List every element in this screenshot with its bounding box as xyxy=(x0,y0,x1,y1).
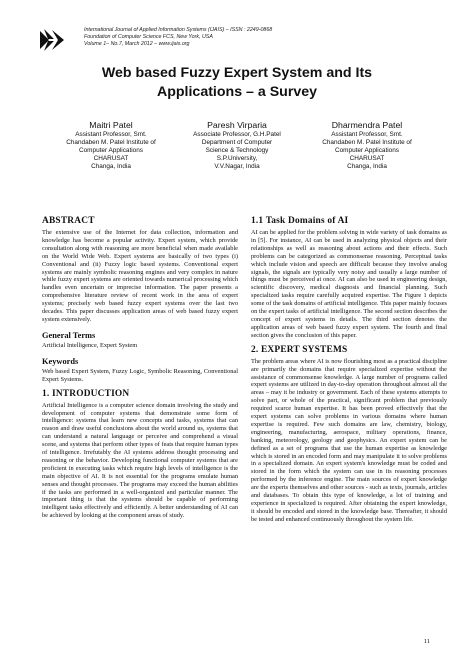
right-column xyxy=(251,216,447,524)
journal-header-line: Foundation of Computer Science FCS, New York, USA xyxy=(84,34,213,41)
author-affiliation: Computer Applications xyxy=(79,146,143,154)
journal-header-line: International Journal of Applied Information Systems (IJAIS) – ISSN : 2249-0868 xyxy=(84,27,273,33)
task-domains-heading: 1.1 Task Domains of AI xyxy=(251,216,349,226)
author-block xyxy=(292,120,442,171)
author-affiliation: Changa, India xyxy=(347,162,387,170)
author-affiliation: CHARUSAT xyxy=(349,154,385,162)
journal-header-line: Volume 1– No.7, March 2012 – www.ijais.org xyxy=(84,41,190,48)
author-affiliation: Changa, India xyxy=(91,162,131,170)
abstract-heading: ABSTRACT xyxy=(42,216,95,226)
author-affiliation: CHARUSAT xyxy=(93,154,129,162)
task-domains-text: AI can be applied for the problem solving in wide variety of task domains as in [5]. For instance, AI can be used in analyzing physical objects and their relationships as well as reasoning about actions and their effects. Such problems can be categorized as commonsense reasoning. Perceptual tasks which include vision and speech are difficult because they involve analog signals, the signals are typically very noisy and usually a large number of things must be perceived at once. AI can also be used in engineering design, scientific discovery, medical diagnosis and financial planning. Such specialized tasks require carefully acquired expertise. The Figure 1 depicts some of the task domains of artificial intelligence. This paper mainly focuses on the expert tasks of artificial intelligence. The second section describes the concept of expert systems in details. The third section denotes the application areas of web based fuzzy expert system. The fourth and final section gives the conclusion of this paper. xyxy=(251,229,447,339)
author-affiliation: Associate Professor, G.H.Patel xyxy=(193,131,281,138)
author-affiliation: V.V.Nagar, India xyxy=(214,162,260,170)
introduction-text: Artificial Intelligence is a computer science domain involving the study and development of computer systems that demonstrate some form of intelligence: systems that learn new concepts and tasks, systems that can reason and draw useful conclusions about the world around us, systems that can understand a natural language or perceive and comprehend a visual scene, and systems that perform other types of feats that require human types of intelligence. Irrefutably the AI systems address thought processing and reasoning or the behavior. Developing functional computer systems that are proficient in executing tasks which require high levels of intelligence is the main objective of AI. It is not essential for the programs emulate human senses and thought processes. The programs may exceed the human abilities if the tasks are performed in a well-organized and particular manner. The important thing is that the systems should be capable of performing intelligent tasks effectively and efficiently. A better understanding of AI can be achieved by looking at the component areas of study. xyxy=(42,401,238,520)
keywords-text: Web based Expert System, Fuzzy Logic, Symbolic Reasoning, Conventional Expert Systems. xyxy=(42,367,238,383)
author-name: Maitri Patel xyxy=(89,120,133,130)
author-affiliation: Computer Applications xyxy=(335,146,399,154)
author-affiliation: Chandaben M. Patel Institute of xyxy=(66,138,156,146)
general-terms-text: Artificial Intelligence, Expert System xyxy=(42,341,138,349)
expert-systems-heading: 2. EXPERT SYSTEMS xyxy=(251,344,348,355)
general-terms-heading: General Terms xyxy=(42,330,96,340)
author-name: Dharmendra Patel xyxy=(331,120,403,130)
author-affiliation: Assistant Professor, Smt. xyxy=(75,131,147,138)
author-affiliation: Department of Computer xyxy=(201,138,273,146)
journal-logo-icon xyxy=(38,27,66,53)
author-affiliation: Assistant Professor, Smt. xyxy=(331,131,403,138)
paper-title-line: Web based Fuzzy Expert System and Its xyxy=(101,65,373,81)
paper-title-line: Applications – a Survey xyxy=(156,84,318,100)
left-column xyxy=(42,216,238,520)
author-name: Paresh Virparia xyxy=(207,120,267,130)
keywords-heading: Keywords xyxy=(42,356,79,366)
author-affiliation: S.P.University, xyxy=(216,154,258,162)
author-block xyxy=(162,120,312,171)
introduction-heading: 1. INTRODUCTION xyxy=(42,388,130,399)
author-affiliation: Chandaben M. Patel Institute of xyxy=(322,138,412,146)
paper-title xyxy=(40,64,434,102)
expert-systems-text: The problem areas where AI is now flourishing most as a practical discipline are primarily the domains that require specialized expertise without the assistance of commonsense knowledge. A large number of programs called expert systems are utilized in day-to-day operation throughout almost all the areas – may it be industry or government. Each of these systems attempts to solve part, or whole of the practical, significant problem that previously required scarce human expertise. It has been proved effectively that the expert systems can solve problems in various domains where human expertise is required. Few such domains are law, chemistry, biology, engineering, manufacturing, aerospace, military operations, finance, banking, meteorology, geology and geophysics. An expert system can be defined as a set of programs that use the human expertise as knowledge which is stored in an encoded form and may manipulate it to solve problems in a specialized domain. An expert system's knowledge must be coded and stored in the form which the system can use in its reasoning processes performed by the inference engine. The main sources of expert knowledge are the experts themselves and other sources - such as texts, journals, articles and databases. To obtain this type of knowledge, a lot of training and experience in specialized is required. After obtaining the expert knowledge, it should be encoded and stored in the knowledge base. Thereafter, it should be tested and enhanced continuously throughout the system life. xyxy=(251,357,447,523)
journal-header xyxy=(84,27,414,49)
abstract-text: The extensive use of the Internet for data collection, information and knowledge has become a popular activity. Expert system, which provide consultation along with reasoning are more beneficial when made available on the World Wide Web. Expert systems are basically of two types (i) Conventional and (ii) Fuzzy logic based systems. Conventional expert systems are mainly symbolic reasoning engines and very complex in nature while fuzzy expert systems are oriented towards numerical processing which handles even uncertain or imprecise information. The paper presents a comprehensive literature review of recent work in the area of expert systems; precisely web based fuzzy expert systems over the last two decades. This paper discusses application areas of web based fuzzy expert system extensively. xyxy=(42,229,238,323)
page-number: 11 xyxy=(423,638,430,645)
author-affiliation: Science & Technology xyxy=(205,146,269,154)
